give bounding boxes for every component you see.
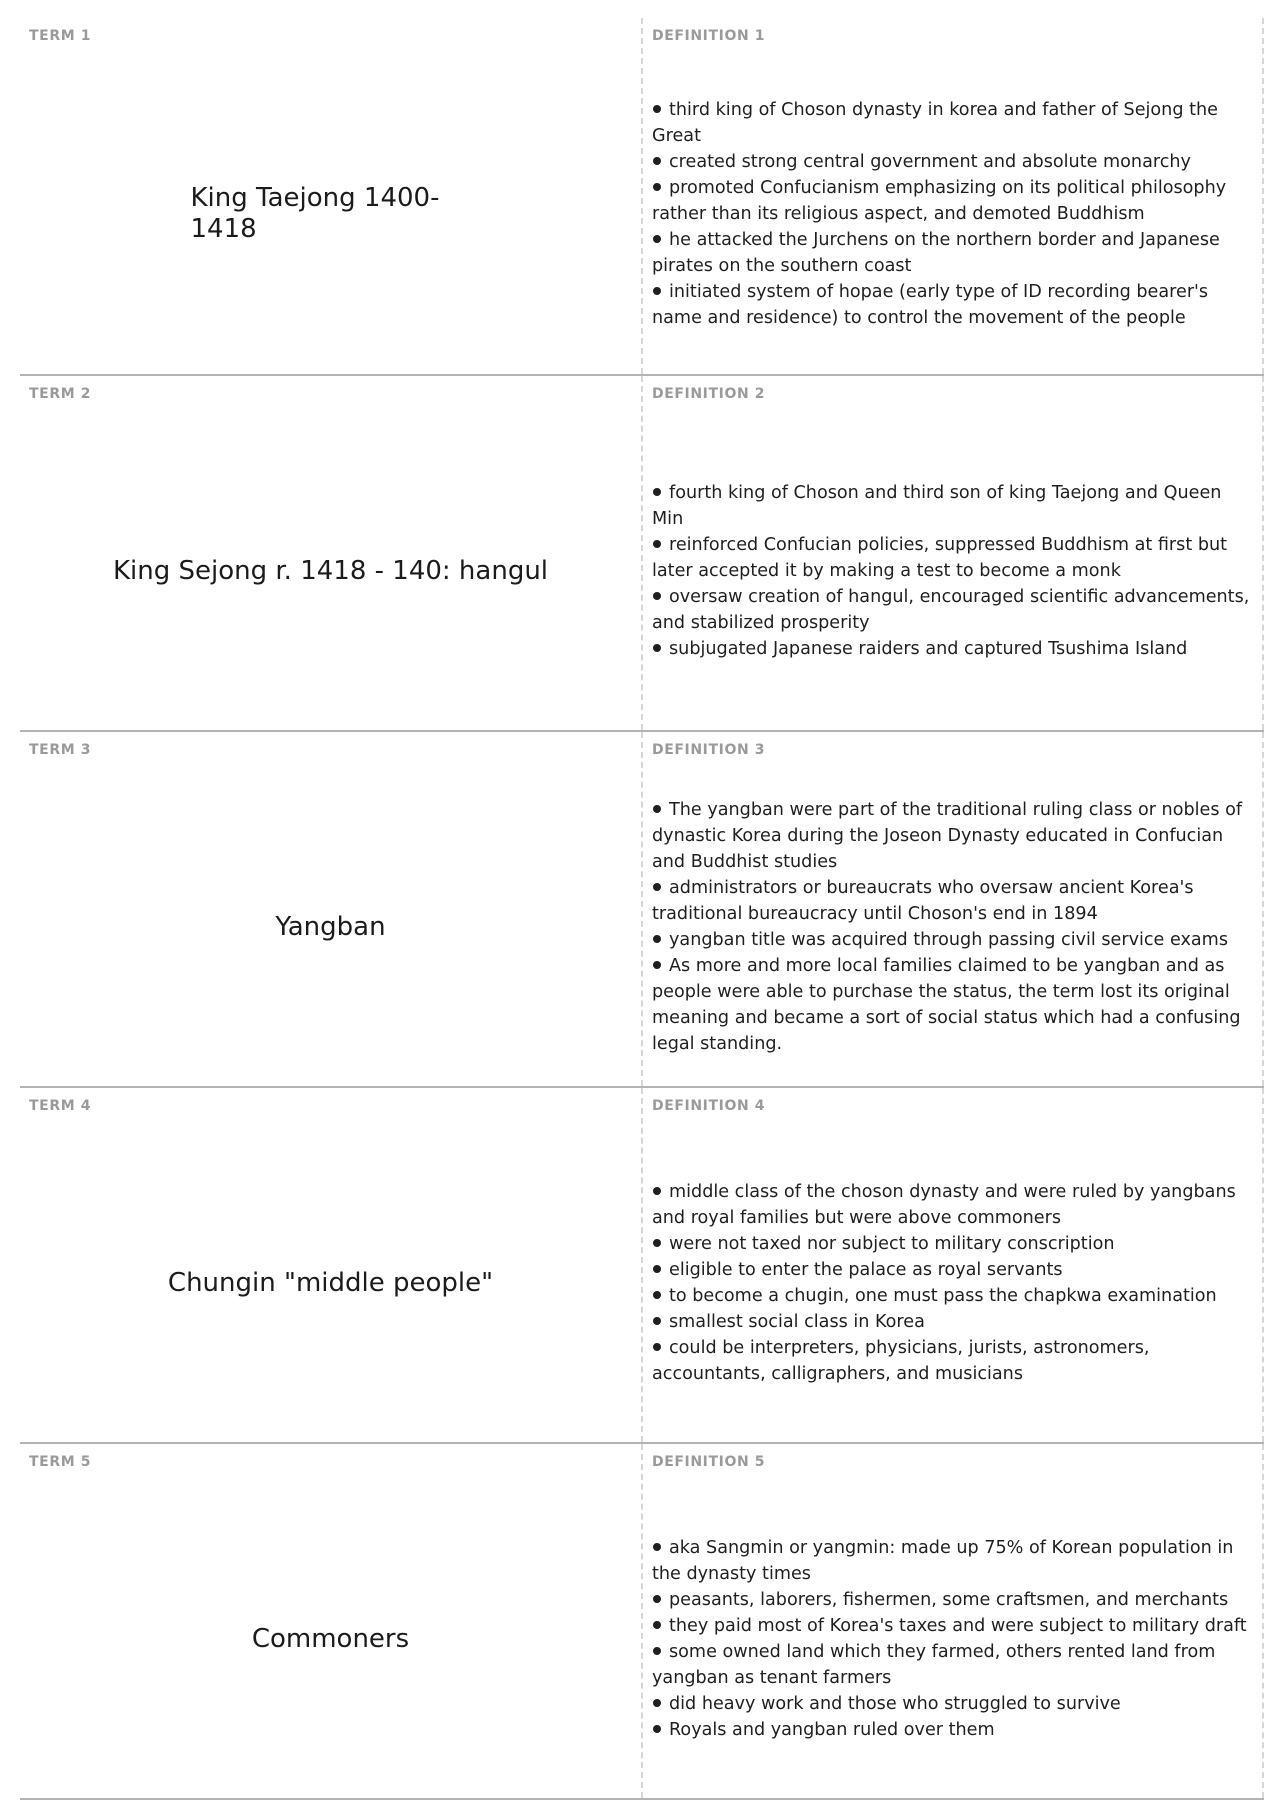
term-cell	[20, 18, 641, 374]
definition-bullet: were not taxed nor subject to military conscription	[652, 1231, 1254, 1257]
definition-label: DEFINITION 5	[652, 1454, 766, 1470]
definition-bullet: yangban title was acquired through passing civil service exams	[652, 927, 1254, 953]
definition-bullet: did heavy work and those who struggled to survive	[652, 1691, 1254, 1717]
definition-body	[652, 412, 1254, 730]
term-label: TERM 1	[29, 28, 92, 44]
definition-bullet: subjugated Japanese raiders and captured Tsushima Island	[652, 636, 1254, 662]
definition-bullet: could be interpreters, physicians, jurists, astronomers, accountants, calligraphers, and musicians	[652, 1335, 1254, 1387]
term-label: TERM 2	[29, 386, 92, 402]
term-cell	[20, 1088, 641, 1442]
definition-bullet: they paid most of Korea's taxes and were subject to military draft	[652, 1613, 1254, 1639]
definition-body	[652, 1124, 1254, 1442]
flashcard-row	[20, 18, 1264, 376]
definition-list	[652, 480, 1254, 662]
definition-list	[652, 1535, 1254, 1743]
definition-label: DEFINITION 3	[652, 742, 766, 758]
definition-cell	[641, 1088, 1264, 1442]
term-text-container	[20, 54, 641, 374]
definition-cell	[641, 1444, 1264, 1798]
definition-cell	[641, 732, 1264, 1086]
definition-bullet: created strong central government and absolute monarchy	[652, 149, 1254, 175]
flashcard-row	[20, 376, 1264, 732]
term-text-container	[20, 1124, 641, 1442]
definition-bullet: initiated system of hopae (early type of ID recording bearer's name and residence) to control the movement of the people	[652, 279, 1254, 331]
definition-bullet: reinforced Confucian policies, suppressed Buddhism at first but later accepted it by making a test to become a monk	[652, 532, 1254, 584]
term-text: King Taejong 1400-1418	[190, 183, 440, 244]
definition-bullet: eligible to enter the palace as royal servants	[652, 1257, 1254, 1283]
definition-bullet: The yangban were part of the traditional ruling class or nobles of dynastic Korea during the Joseon Dynasty educated in Confucian and Buddhist studies	[652, 797, 1254, 875]
definition-list	[652, 1179, 1254, 1387]
definition-body	[652, 1480, 1254, 1798]
flashcard-sheet	[20, 18, 1264, 1800]
definition-bullet: middle class of the choson dynasty and were ruled by yangbans and royal families but were above commoners	[652, 1179, 1254, 1231]
term-cell	[20, 376, 641, 730]
definition-cell	[641, 376, 1264, 730]
definition-label: DEFINITION 2	[652, 386, 766, 402]
definition-body	[652, 54, 1254, 374]
flashcard-row	[20, 732, 1264, 1088]
definition-bullet: to become a chugin, one must pass the chapkwa examination	[652, 1283, 1254, 1309]
term-text: Chungin "middle people"	[167, 1267, 494, 1298]
term-text: Commoners	[251, 1623, 410, 1654]
definition-body	[652, 768, 1254, 1086]
definition-bullet: peasants, laborers, fishermen, some craftsmen, and merchants	[652, 1587, 1254, 1613]
definition-bullet: smallest social class in Korea	[652, 1309, 1254, 1335]
definition-bullet: As more and more local families claimed to be yangban and as people were able to purchase the status, the term lost its original meaning and became a sort of social status which had a confusing legal standing.	[652, 953, 1254, 1057]
term-text-container	[20, 768, 641, 1086]
definition-bullet: third king of Choson dynasty in korea and father of Sejong the Great	[652, 97, 1254, 149]
definition-bullet: fourth king of Choson and third son of king Taejong and Queen Min	[652, 480, 1254, 532]
term-cell	[20, 1444, 641, 1798]
term-label: TERM 5	[29, 1454, 92, 1470]
definition-bullet: he attacked the Jurchens on the northern border and Japanese pirates on the southern coast	[652, 227, 1254, 279]
definition-bullet: promoted Confucianism emphasizing on its political philosophy rather than its religious aspect, and demoted Buddhism	[652, 175, 1254, 227]
term-label: TERM 4	[29, 1098, 92, 1114]
definition-bullet: oversaw creation of hangul, encouraged scientific advancements, and stabilized prosperity	[652, 584, 1254, 636]
term-text-container	[20, 1480, 641, 1798]
definition-bullet: administrators or bureaucrats who oversaw ancient Korea's traditional bureaucracy until Choson's end in 1894	[652, 875, 1254, 927]
flashcard-row	[20, 1444, 1264, 1800]
definition-label: DEFINITION 4	[652, 1098, 766, 1114]
definition-bullet: aka Sangmin or yangmin: made up 75% of Korean population in the dynasty times	[652, 1535, 1254, 1587]
term-text: King Sejong r. 1418 - 140: hangul	[112, 555, 549, 586]
flashcard-row	[20, 1088, 1264, 1444]
term-text-container	[20, 412, 641, 730]
definition-list	[652, 797, 1254, 1057]
definition-list	[652, 97, 1254, 331]
term-text: Yangban	[275, 911, 386, 942]
definition-bullet: Royals and yangban ruled over them	[652, 1717, 1254, 1743]
term-label: TERM 3	[29, 742, 92, 758]
definition-cell	[641, 18, 1264, 374]
term-cell	[20, 732, 641, 1086]
definition-label: DEFINITION 1	[652, 28, 766, 44]
definition-bullet: some owned land which they farmed, others rented land from yangban as tenant farmers	[652, 1639, 1254, 1691]
